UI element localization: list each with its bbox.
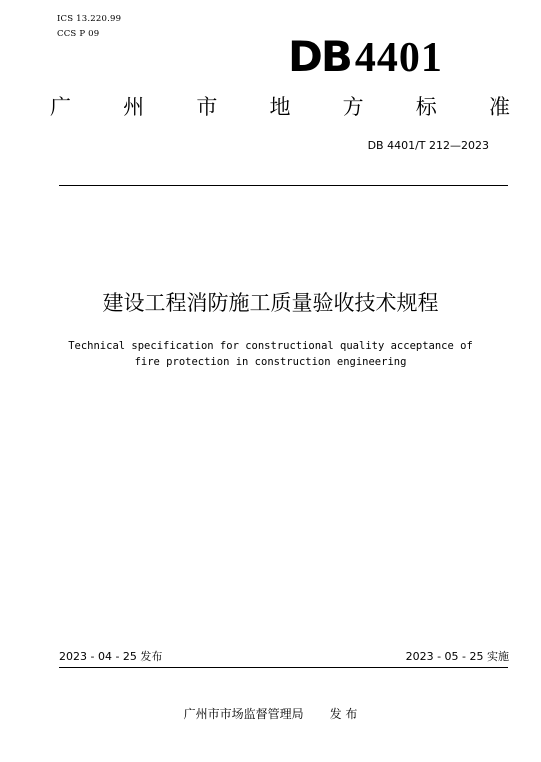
standard-type-char: 州 — [123, 95, 145, 119]
standard-type-char: 广 — [50, 95, 71, 119]
issuing-authority — [0, 706, 541, 722]
standard-type-char: 准 — [488, 95, 510, 119]
standard-type-char: 标 — [415, 95, 437, 119]
title-en-line: fire protection in construction engineering — [134, 356, 407, 368]
document-title-zh: 建设工程消防施工质量验收技术规程 — [102, 291, 439, 315]
issue-date: 2023 - 04 - 25 发布 — [59, 650, 163, 663]
issuer-action: 发 布 — [329, 707, 358, 721]
ics-code: ICS 13.220.99 — [57, 14, 122, 24]
ccs-code: CCS P 09 — [57, 29, 100, 39]
standard-type-char: 地 — [269, 95, 291, 119]
standard-type-char: 方 — [342, 95, 364, 119]
title-en-line: Technical specification for constructional quality acceptance of — [68, 340, 473, 352]
footer-divider — [59, 667, 508, 668]
header-divider — [59, 185, 508, 186]
classification-codes — [57, 12, 121, 42]
logo-prefix: DB — [288, 32, 351, 81]
document-title-en — [0, 338, 541, 370]
issuer-name: 广州市市场监督管理局 — [183, 707, 304, 721]
standard-type-char: 市 — [196, 95, 218, 119]
implementation-date: 2023 - 05 - 25 实施 — [405, 650, 509, 663]
logo-number: 4401 — [354, 35, 443, 81]
standard-number: DB 4401/T 212—2023 — [367, 139, 489, 152]
standard-logo — [288, 34, 443, 81]
standard-type-heading — [50, 92, 510, 122]
